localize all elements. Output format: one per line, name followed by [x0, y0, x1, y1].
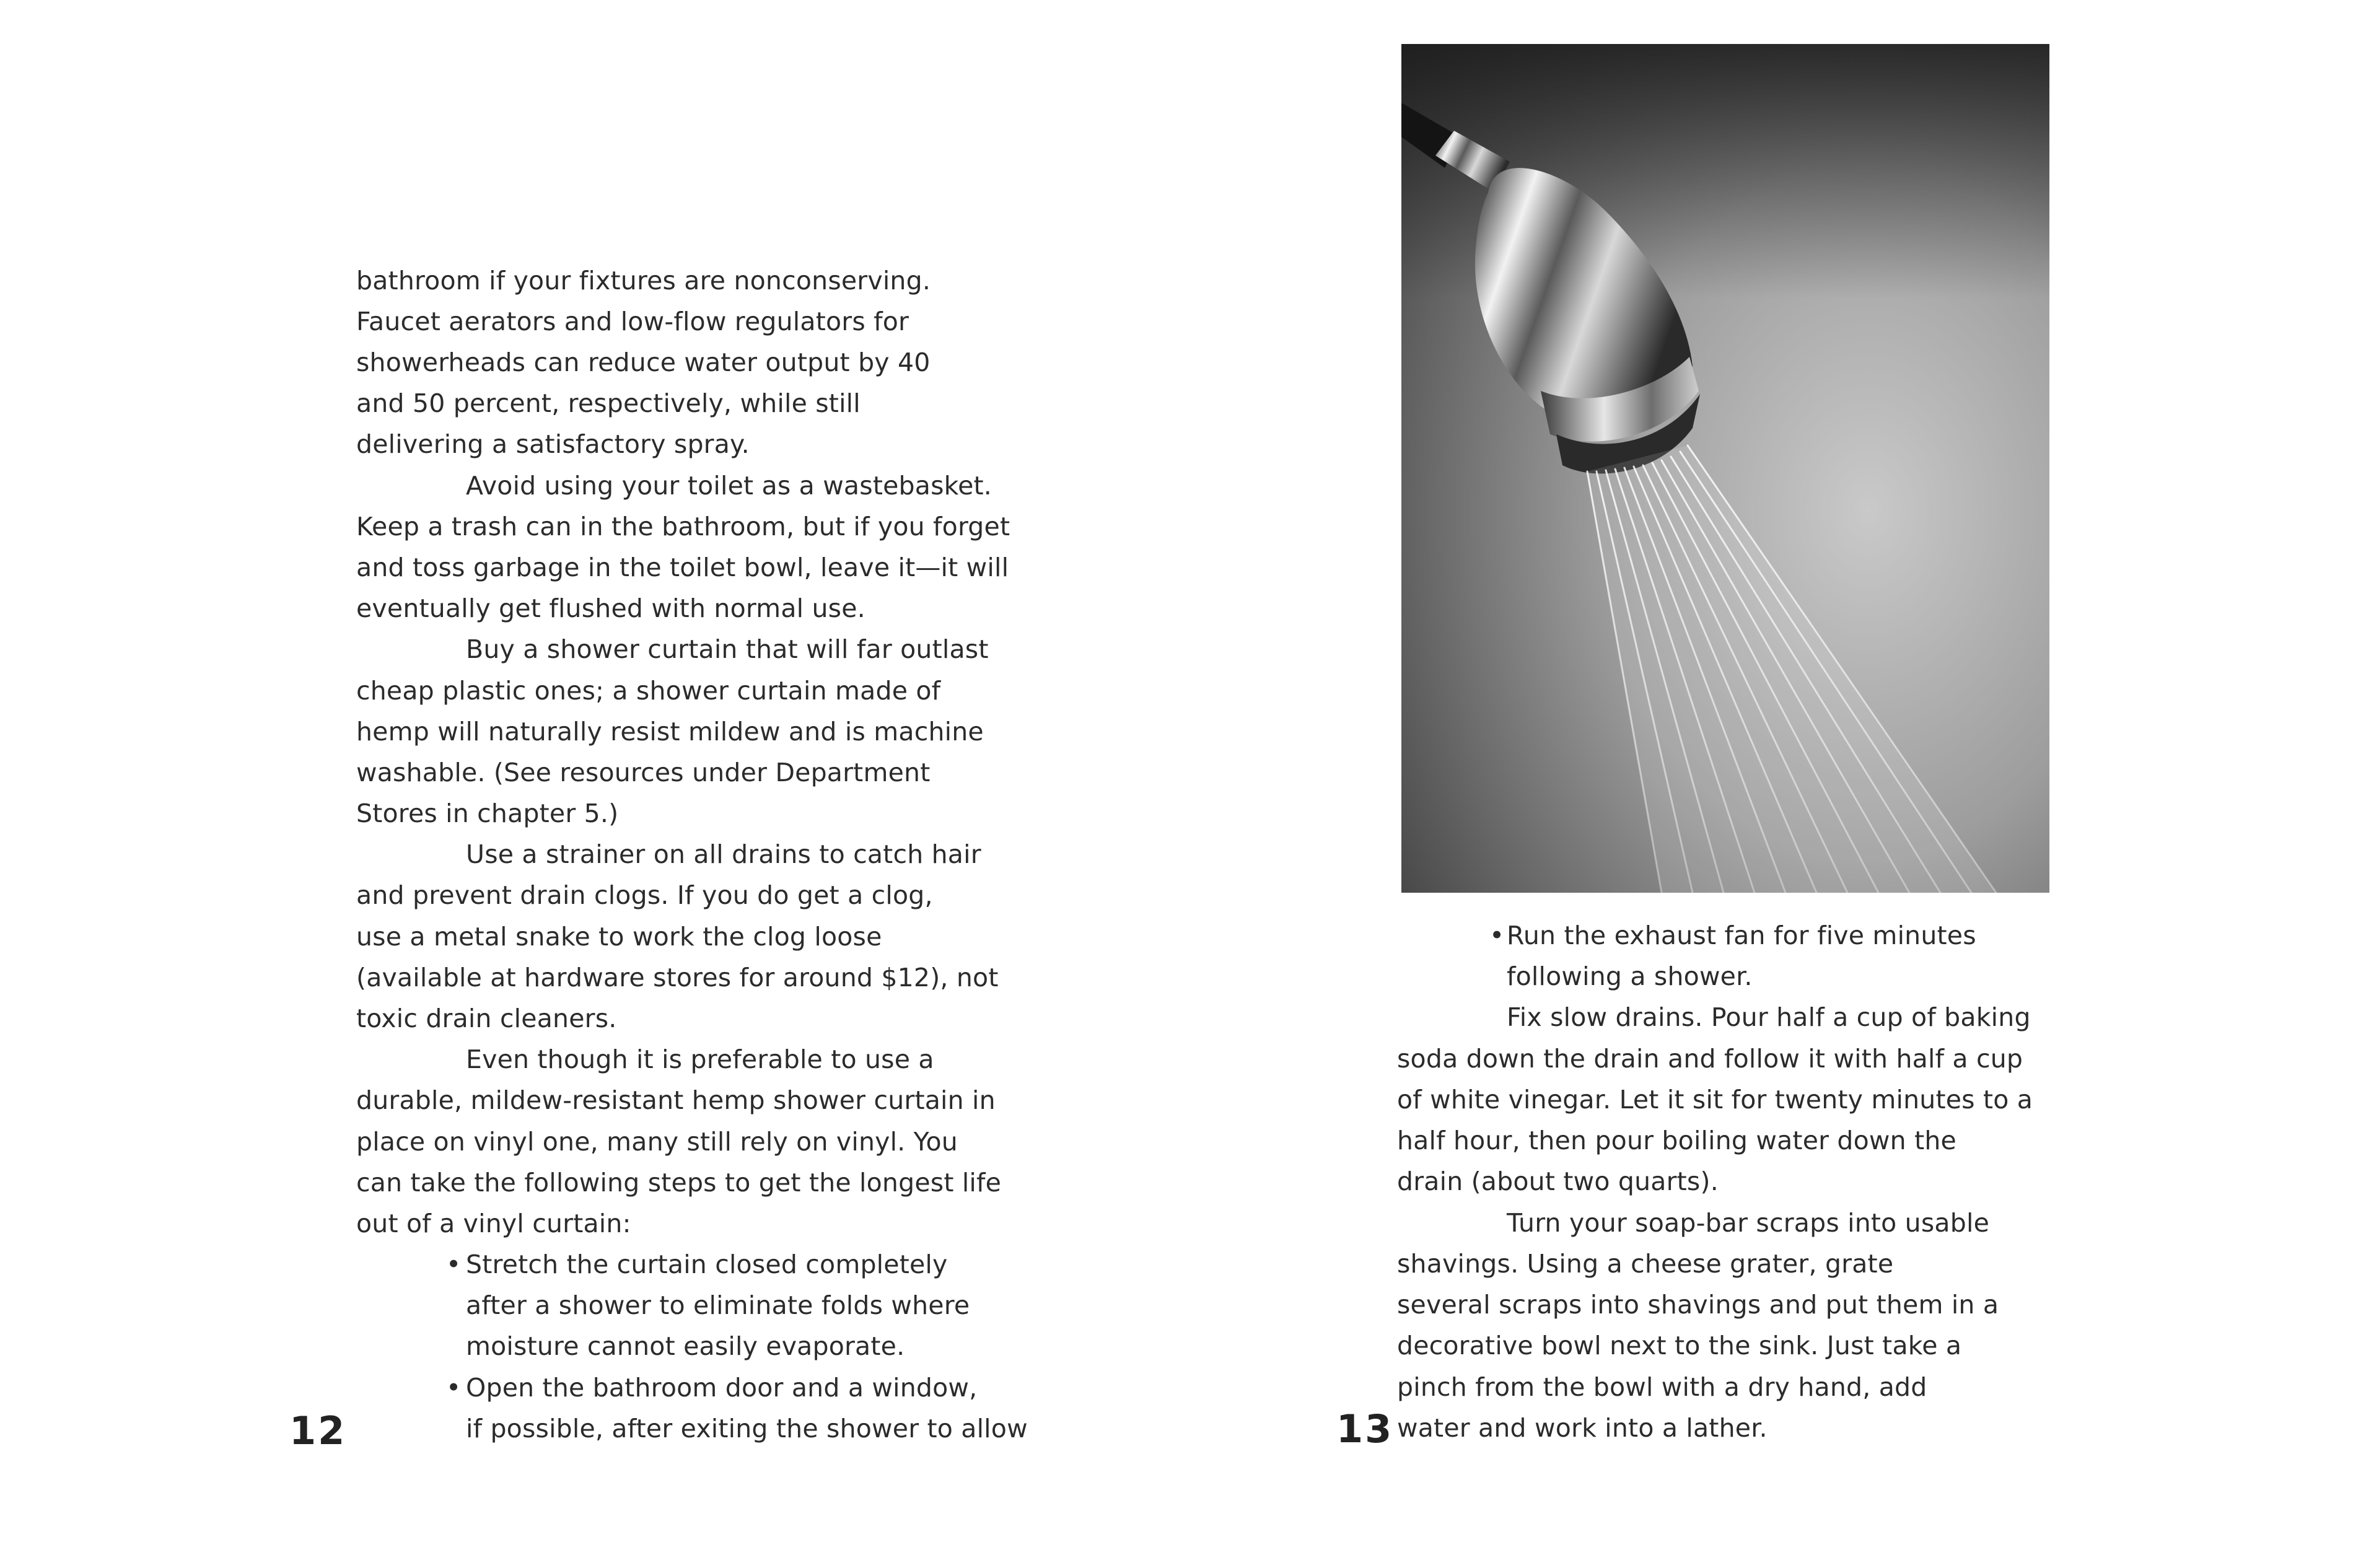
- body-text-line: Stores in chapter 5.): [356, 799, 619, 828]
- body-text-line: Avoid using your toilet as a wastebasket.: [466, 471, 992, 501]
- body-text-line: Fix slow drains. Pour half a cup of baking: [1507, 1002, 2031, 1032]
- body-text-line: washable. (See resources under Department: [356, 758, 931, 787]
- body-text-line: cheap plastic ones; a shower curtain made of: [356, 676, 941, 706]
- body-text-line: hemp will naturally resist mildew and is machine: [356, 717, 984, 747]
- body-text-line: Buy a shower curtain that will far outlast: [466, 634, 989, 664]
- bullet-marker: •: [446, 1250, 462, 1279]
- bullet-text-line: Open the bathroom door and a window,: [466, 1373, 978, 1403]
- body-text-line: of white vinegar. Let it sit for twenty minutes to a: [1397, 1085, 2033, 1115]
- bullet-text-line: Run the exhaust fan for five minutes: [1507, 921, 1976, 950]
- bullet-text-line: Stretch the curtain closed completely: [466, 1250, 948, 1279]
- body-text-line: shavings. Using a cheese grater, grate: [1397, 1249, 1894, 1279]
- body-text-line: out of a vinyl curtain:: [356, 1209, 631, 1238]
- body-text-line: several scraps into shavings and put them in a: [1397, 1290, 1999, 1320]
- body-text-line: and 50 percent, respectively, while still: [356, 388, 861, 418]
- bullet-text-line: moisture cannot easily evaporate.: [466, 1331, 905, 1361]
- body-text-line: can take the following steps to get the longest life: [356, 1168, 1002, 1198]
- showerhead-photo: [1401, 44, 2049, 893]
- body-text-line: Turn your soap-bar scraps into usable: [1507, 1208, 1989, 1238]
- body-text-line: delivering a satisfactory spray.: [356, 429, 750, 459]
- body-text-line: and toss garbage in the toilet bowl, leave it—it will: [356, 553, 1009, 582]
- body-text-line: Faucet aerators and low-flow regulators for: [356, 307, 909, 336]
- body-text-line: durable, mildew-resistant hemp shower curtain in: [356, 1085, 996, 1115]
- body-text-line: showerheads can reduce water output by 40: [356, 348, 931, 377]
- body-text-line: toxic drain cleaners.: [356, 1004, 617, 1033]
- body-text-line: soda down the drain and follow it with half a cup: [1397, 1044, 2023, 1074]
- body-text-line: decorative bowl next to the sink. Just take a: [1397, 1331, 1962, 1360]
- body-text-line: drain (about two quarts).: [1397, 1167, 1719, 1196]
- body-text-line: pinch from the bowl with a dry hand, add: [1397, 1372, 1927, 1402]
- bullet-marker: •: [446, 1373, 462, 1403]
- body-text-line: Use a strainer on all drains to catch hair: [466, 839, 981, 869]
- body-text-line: eventually get flushed with normal use.: [356, 593, 865, 623]
- bullet-marker: •: [1489, 921, 1505, 950]
- body-text-line: bathroom if your fixtures are nonconserving.: [356, 266, 931, 296]
- body-text-line: Keep a trash can in the bathroom, but if you forget: [356, 512, 1010, 541]
- page-number-left: 12: [289, 1408, 347, 1453]
- bullet-text-line: following a shower.: [1507, 961, 1753, 991]
- body-text-line: (available at hardware stores for around $12), not: [356, 963, 999, 992]
- body-text-line: place on vinyl one, many still rely on vinyl. You: [356, 1127, 958, 1157]
- body-text-line: Even though it is preferable to use a: [466, 1045, 934, 1074]
- body-text-line: and prevent drain clogs. If you do get a clog,: [356, 880, 933, 910]
- bullet-text-line: if possible, after exiting the shower to allow: [466, 1414, 1028, 1443]
- body-text-line: water and work into a lather.: [1397, 1413, 1768, 1443]
- body-text-line: half hour, then pour boiling water down the: [1397, 1126, 1956, 1155]
- body-text-line: use a metal snake to work the clog loose: [356, 922, 882, 952]
- bullet-text-line: after a shower to eliminate folds where: [466, 1290, 970, 1320]
- page-number-right: 13: [1336, 1406, 1394, 1452]
